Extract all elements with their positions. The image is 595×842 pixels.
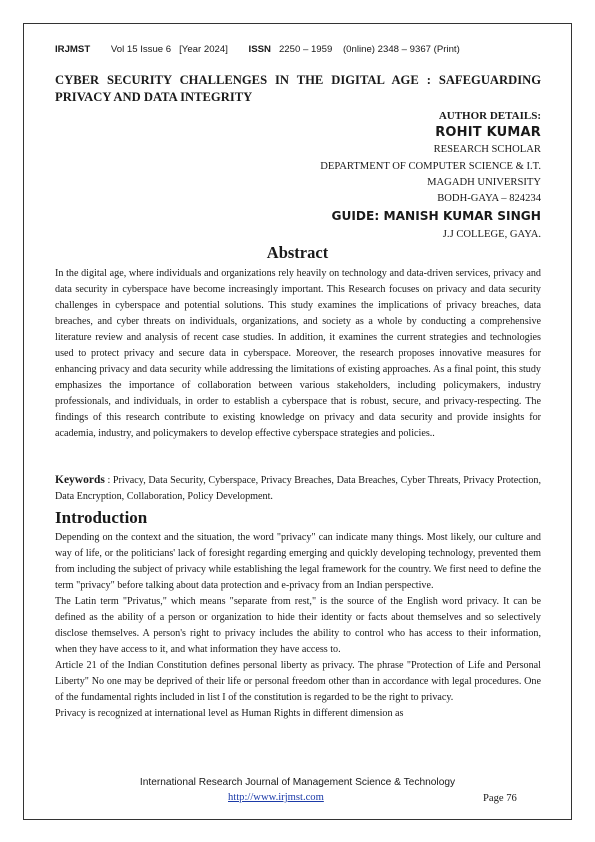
abstract-heading: Abstract bbox=[266, 243, 329, 262]
author-location: BODH-GAYA – 824234 bbox=[437, 193, 541, 204]
keywords bbox=[55, 472, 541, 505]
intro-paragraph: Article 21 of the Indian Constitution defines personal liberty as privacy. The phrase "Protection of Life and Personal Liberty" No one may be deprived of their life or personal freedom other than in accordance with legal procedures. One of the fundamental rights included in list I of the constitution is regarded to be the right to privacy. bbox=[55, 660, 541, 703]
paper-title: CYBER SECURITY CHALLENGES IN THE DIGITAL AGE : SAFEGUARDING PRIVACY AND DATA INTEGRITY bbox=[55, 73, 541, 104]
author-heading: AUTHOR DETAILS: bbox=[438, 110, 541, 122]
intro-paragraph: The Latin term "Privatus," which means "separate from rest," is the source of the English word privacy. It can be defined as the ability of a person or organization to hide their identity or facts about themselves and so selectively disclose themselves. A person's right to privacy includes the ability to control who has access to their information, when they have access to it, and what information they have access to. bbox=[55, 596, 541, 655]
introduction-body bbox=[55, 530, 541, 722]
intro-paragraph: Depending on the context and the situation, the word "privacy" can indicate many things. Most likely, our culture and way of life, or the politicians' lack of foresight regarding emerging and quickly developing technology, prevented them from including the subject of privacy while establishing the legal framework for the country. We first need to define the term "privacy" before talking about data protection and e-privacy from an Indian perspective. bbox=[55, 532, 541, 591]
page-number: Page 76 bbox=[483, 793, 517, 804]
guide-college: J.J COLLEGE, GAYA. bbox=[442, 229, 541, 240]
issn-print: (0nline) 2348 – 9367 (Print) bbox=[342, 44, 460, 55]
journal-abbr: IRJMST bbox=[55, 44, 91, 55]
keywords-list: : Privacy, Data Security, Cyberspace, Privacy Breaches, Data Breaches, Cyber Threats, Privacy Protection, Data Encryption, Collaboration, Policy Development. bbox=[55, 475, 541, 502]
author-name: ROHIT KUMAR bbox=[435, 125, 541, 140]
issn-online: 2250 – 1959 bbox=[278, 44, 333, 55]
volume-issue: Vol 15 Issue 6 bbox=[110, 44, 172, 55]
keywords-label: Keywords bbox=[55, 474, 105, 486]
intro-paragraph: Privacy is recognized at international level as Human Rights in different dimension as bbox=[55, 708, 404, 719]
introduction-heading: Introduction bbox=[55, 508, 148, 527]
author-department: DEPARTMENT OF COMPUTER SCIENCE & I.T. bbox=[320, 161, 541, 172]
author-university: MAGADH UNIVERSITY bbox=[427, 177, 541, 188]
running-header bbox=[55, 44, 460, 55]
guide-name: GUIDE: MANISH KUMAR SINGH bbox=[331, 209, 541, 223]
footer-journal: International Research Journal of Management Science & Technology bbox=[139, 777, 456, 788]
footer-url-link[interactable]: http://www.irjmst.com bbox=[228, 792, 324, 803]
abstract-text: In the digital age, where individuals and organizations rely heavily on technology and data-driven services, privacy and data security in cyberspace have become increasingly important. This Research focuses on privacy and data security challenges in cyberspace and potential solutions. This study examines the implications of privacy breaches, data breaches, and cyber threats on individuals, organizations, and society as a whole by conducting a comprehensive literature review and analysis of recent case studies. In addition, it examines the current strategies and technologies used to protect privacy and secure data in cyberspace. Moreover, the research proposes innovative measures for enhancing privacy and data security while addressing the limitations of existing approaches. As a final point, this study emphasizes the importance of collaboration between various stakeholders, including policymakers, industry professionals, and individuals, in order to establish a cyberspace that is robust, secure, and privacy-respecting. The findings of this research contribute to existing knowledge on privacy and data security and provide insights for academia, industry, and policymakers to develop effective cyberspace strategies and policies.. bbox=[55, 268, 541, 439]
author-role: RESEARCH SCHOLAR bbox=[433, 144, 541, 155]
year: [Year 2024] bbox=[179, 44, 228, 55]
issn-label: ISSN bbox=[248, 44, 271, 55]
